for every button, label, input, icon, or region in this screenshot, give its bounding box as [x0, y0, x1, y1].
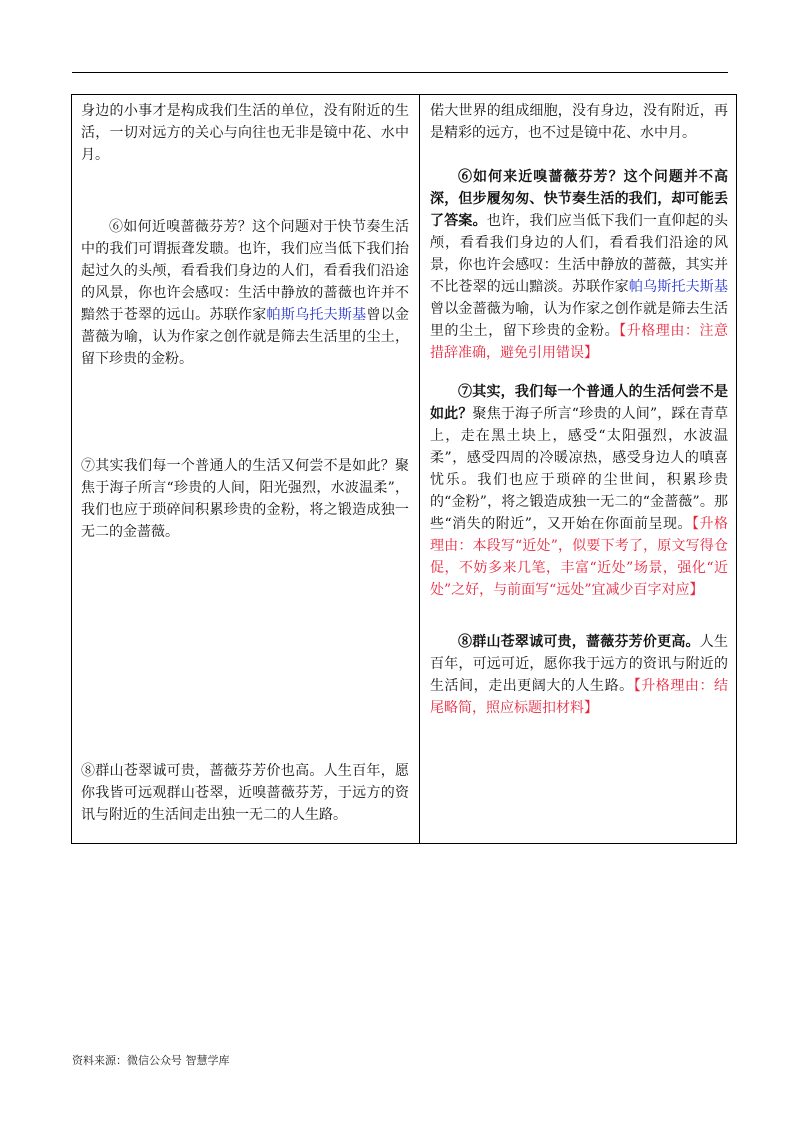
revised-paragraph-6-text-a: 也许，我们应当低下我们一直仰起的头颅，看看我们身边的人们，看看我们沿途的风景，你也许会感叹：生活中静放的蔷薇，其实并不比苍翠的远山黯淡。苏联作家 [430, 213, 729, 295]
revised-paragraph-8-text: 人生百年，可远可近，愿你我于远方的资讯与附近的生活间，走出更阔大的人生路。 [430, 634, 729, 694]
revised-paragraph-6-text-b: 曾以金蔷薇为喻，认为作家之创作就是筛去生活里的尘土，留下珍贵的金粉。 [430, 301, 728, 339]
comparison-table [71, 94, 737, 844]
footer-source: 资料来源：微信公众号 智慧学库 [72, 1054, 230, 1067]
original-paragraph-continued [81, 100, 409, 166]
revised-paragraph-8 [430, 631, 728, 719]
revised-paragraph-continued-text: 偌大世界的组成细胞，没有身边，没有附近，再是精彩的远方，也不过是镜中花、水中月。 [430, 103, 728, 141]
original-paragraph-6 [81, 216, 409, 370]
revised-column [421, 95, 736, 843]
revised-paragraph-6 [430, 166, 728, 364]
revised-paragraph-6-lead: ⑥如何来近嗅蔷薇芬芳？这个问题并不高深，但步履匆匆、快节奏生活的我们，却可能丢了答案。 [430, 169, 728, 229]
revised-paragraph-6-reason: 【升格理由：注意措辞准确，避免引用错误】 [430, 323, 729, 361]
revised-paragraph-7-reason: 【升格理由：本段写“近处”，似要下考了，原文写得仓促，不妨多来几笔，丰富“近处”场景，强化“近处”之好，与前面写“远处”宜减少百字对应】 [430, 516, 729, 598]
revised-paragraph-7-text: 聚焦于海子所言“珍贵的人间”，踩在青草上，走在黑土块上，感受“太阳强烈，水波温柔”，感受四周的冷暖凉热，感受身边人的嗔喜忧乐。我们也应于琐碎的尘世间，积累珍贵的“金粉”，将之锻造成独一无二的“金蔷薇”。那些“消失的附近”，又开始在你面前呈现。 [430, 406, 728, 532]
original-paragraph-6-text-a: ⑥如何近嗅蔷薇芬芳？这个问题对于快节奏生活中的我们可谓振聋发聩。也许，我们应当低下我们抬起过久的头颅，看看我们身边的人们，看看我们沿途的风景，你也许会感叹：生活中静放的蔷薇也许并不黯然于苍翠的远山。苏联作家 [81, 219, 409, 323]
header-rule [72, 72, 728, 73]
revised-author-name: 帕乌斯托夫斯基 [628, 279, 729, 295]
original-author-name: 帕斯乌托夫斯基 [266, 307, 367, 323]
original-paragraph-8-text: ⑧群山苍翠诚可贵，蔷薇芬芳价也高。人生百年，愿你我皆可远观群山苍翠，近嗅蔷薇芬芳，于远方的资讯与附近的生活间走出独一无二的人生路。 [81, 763, 409, 823]
column-divider [419, 95, 420, 843]
original-paragraph-continued-text: 身边的小事才是构成我们生活的单位，没有附近的生活，一切对远方的关心与向往也无非是镜中花、水中月。 [81, 103, 409, 163]
original-paragraph-6-text-b: 曾以金蔷薇为喻，认为作家之创作就是筛去生活里的尘土，留下珍贵的金粉。 [81, 307, 410, 367]
revised-paragraph-7-lead: ⑦其实，我们每一个普通人的生活何尝不是如此？ [430, 384, 728, 422]
revised-paragraph-7 [430, 381, 728, 601]
original-paragraph-7 [81, 455, 409, 543]
revised-paragraph-8-lead: ⑧群山苍翠诚可贵，蔷薇芬芳价更高。 [458, 634, 700, 650]
original-paragraph-8 [81, 760, 409, 826]
original-column [72, 95, 419, 843]
revised-paragraph-8-reason: 【升格理由：结尾略简，照应标题扣材料】 [430, 678, 729, 716]
revised-paragraph-continued [430, 100, 728, 144]
original-paragraph-7-text: ⑦其实我们每一个普通人的生活又何尝不是如此？聚焦于海子所言“珍贵的人间，阳光强烈，水波温柔”，我们也应于琐碎间积累珍贵的金粉，将之锻造成独一无二的金蔷薇。 [81, 458, 409, 540]
